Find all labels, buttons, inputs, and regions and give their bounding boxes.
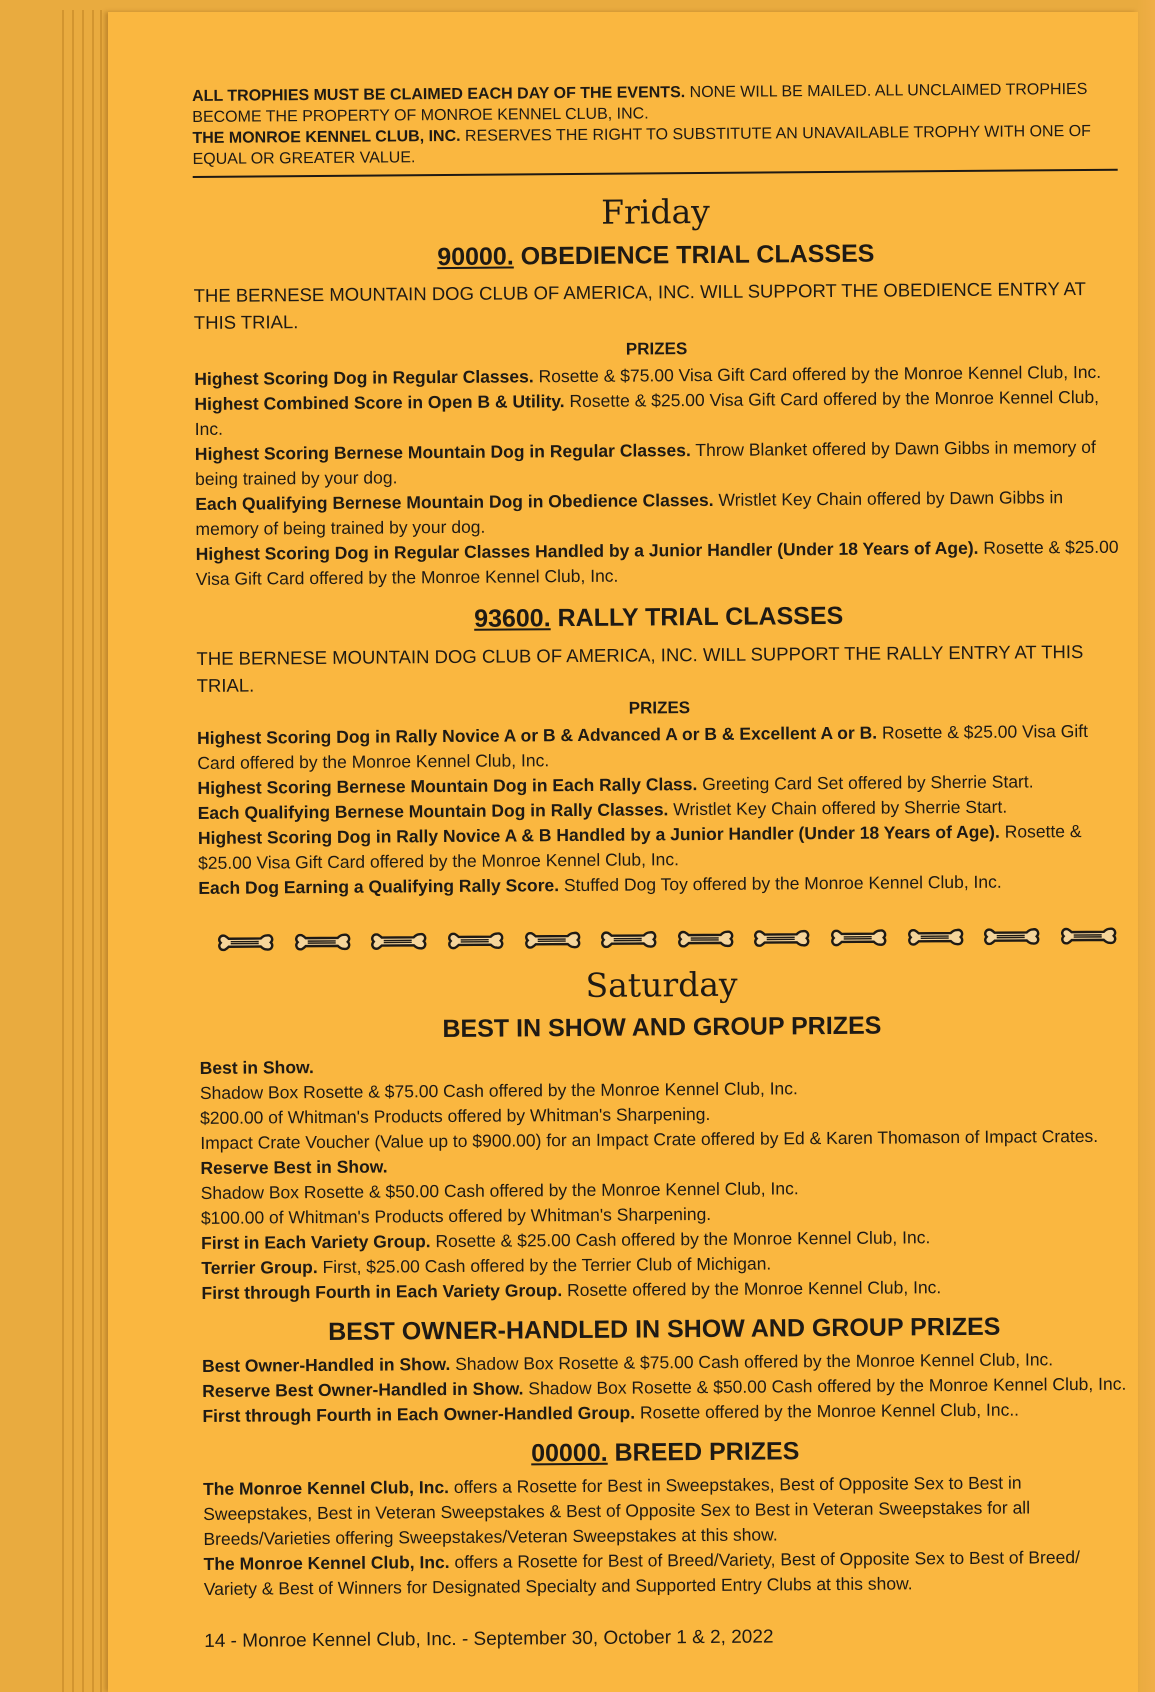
boh-prize-line-title: Best Owner-Handled in Show. [201, 1354, 451, 1377]
bis-prize-line-title: First through Fourth in Each Variety Group. [201, 1280, 563, 1304]
rally-title: RALLY TRIAL CLASSES [550, 602, 844, 633]
rally-prize-list [197, 719, 1123, 901]
rally-class-number: 93600. [474, 604, 551, 634]
rally-prize-detail: Greeting Card Set offered by Sherrie Start. [697, 771, 1034, 795]
bis-prize-line-detail: Shadow Box Rosette & $75.00 Cash offered by the Monroe Kennel Club, Inc. [199, 1078, 798, 1104]
dog-bone-icon [217, 931, 275, 955]
obedience-support-statement: THE BERNESE MOUNTAIN DOG CLUB OF AMERICA, INC. WILL SUPPORT THE OBEDIENCE ENTRY AT THIS TRIAL. [193, 278, 1086, 334]
rally-prize-title: Highest Scoring Dog in Rally Novice A & B Handled by a Junior Handler (Under 18 Years of Age). [197, 821, 1000, 849]
notice-line1-text: NONE WILL BE MAILED. ALL UNCLAIMED TROPHIES BECOME THE PROPERTY OF MONROE KENNEL CLUB, INC. [192, 80, 1088, 127]
bis-prize-list [200, 1049, 1127, 1306]
bis-prize-line-title: First in Each Variety Group. [201, 1231, 431, 1254]
page-content [192, 79, 1129, 1655]
obedience-prize-list [194, 360, 1121, 592]
obedience-prizes-label: PRIZES [625, 339, 688, 359]
bis-prize-line-detail: Shadow Box Rosette & $50.00 Cash offered by the Monroe Kennel Club, Inc. [200, 1178, 799, 1204]
trophy-notice [192, 79, 1118, 179]
boh-prize-line-title: Reserve Best Owner-Handled in Show. [202, 1378, 524, 1402]
obedience-prize [195, 435, 1120, 492]
page-edge [92, 10, 94, 1692]
notice-line1-bold: ALL TROPHIES MUST BE CLAIMED EACH DAY OF THE EVENTS. [192, 84, 686, 105]
bis-prize-line-detail: Rosette offered by the Monroe Kennel Club, Inc. [562, 1277, 942, 1301]
bis-prize-line-detail: Impact Crate Voucher (Value up to $900.00) for an Impact Crate offered by Ed & Karen Thomason of Impact Crates. [200, 1126, 1099, 1154]
breed-prize-line [203, 1470, 1129, 1552]
obedience-class-number: 90000. [437, 242, 514, 271]
rally-prize-detail: Rosette & $25.00 Visa Gift Card offered by the Monroe Kennel Club, Inc. [198, 821, 1082, 874]
dog-bone-icon [1059, 924, 1117, 948]
rally-prize [197, 719, 1122, 776]
page-edge [100, 10, 102, 1692]
dog-bone-icon [447, 929, 505, 953]
dog-bone-icon [983, 925, 1041, 949]
breed-heading [203, 1432, 1128, 1475]
obedience-prize-title: Highest Combined Score in Open B & Utility. [194, 391, 565, 415]
dog-bone-icon [293, 930, 351, 954]
rally-prize-detail: Stuffed Dog Toy offered by the Monroe Kennel Club, Inc. [559, 871, 1002, 896]
boh-prize-line-detail: Rosette offered by the Monroe Kennel Club, Inc.. [634, 1399, 1020, 1423]
rally-prize-detail: Wristlet Key Chain offered by Sherrie Start. [668, 796, 1008, 820]
breed-prize-list [203, 1470, 1129, 1602]
saturday-heading: Saturday [585, 964, 738, 1006]
obedience-prize-title: Highest Scoring Dog in Regular Classes. [194, 366, 534, 390]
binding-shade [1137, 0, 1155, 1692]
page-edge [82, 10, 84, 1692]
obedience-prize [194, 385, 1119, 442]
bis-prize-line-title: Reserve Best in Show. [200, 1156, 388, 1179]
bis-prize-line-title: Best in Show. [199, 1057, 314, 1079]
rally-prizes-label: PRIZES [628, 697, 691, 718]
dog-bone-icon [600, 928, 658, 952]
obedience-prize-detail: Throw Blanket offered by Dawn Gibbs in memory of being trained by your dog. [195, 437, 1096, 490]
breed-prize-line [204, 1545, 1129, 1602]
dog-bone-icon [830, 926, 888, 950]
notice-line2-bold: THE MONROE KENNEL CLUB, INC. [192, 128, 461, 148]
rally-heading [196, 597, 1121, 640]
dog-bone-icon [906, 925, 964, 949]
obedience-heading [193, 234, 1118, 277]
boh-prize-list [202, 1347, 1128, 1429]
bis-prize-line-detail: $200.00 of Whitman's Products offered by Whitman's Sharpening. [200, 1104, 711, 1129]
breed-class-number: 00000. [531, 1438, 608, 1468]
obedience-prize-title: Each Qualifying Bernese Mountain Dog in Obedience Classes. [195, 490, 714, 515]
breed-prize-line-title: The Monroe Kennel Club, Inc. [202, 1476, 450, 1499]
page-edge [72, 10, 74, 1692]
page-footer: 14 - Monroe Kennel Club, Inc. - September 30, October 1 & 2, 2022 [204, 1626, 774, 1652]
boh-prize-line-title: First through Fourth in Each Owner-Handled Group. [202, 1402, 636, 1427]
obedience-prize-detail: Wristlet Key Chain offered by Dawn Gibbs in memory of being trained by your dog. [195, 487, 1064, 540]
friday-heading: Friday [601, 192, 710, 233]
dog-bone-icon [676, 927, 734, 951]
bis-prize-line-title: Terrier Group. [201, 1257, 318, 1279]
boh-heading: BEST OWNER-HANDLED IN SHOW AND GROUP PRIZES [328, 1313, 1001, 1347]
obedience-prize-title: Highest Scoring Bernese Mountain Dog in Regular Classes. [194, 440, 691, 465]
dog-bone-icon [753, 926, 811, 950]
breed-prize-line-title: The Monroe Kennel Club, Inc. [203, 1551, 450, 1574]
breed-prize-line-detail: offers a Rosette for Best in Sweepstakes, Best of Opposite Sex to Best in Sweepstakes, Best in Veteran Sweepstakes & Best of Opposite Sex to Best in Veteran Sweepstakes for all Breeds/Varieties offering Sweepstakes/Veteran Sweepstakes at this show. [203, 1472, 1031, 1549]
bis-prize-line-detail: $100.00 of Whitman's Products offered by Whitman's Sharpening. [200, 1204, 712, 1229]
rally-prize [198, 819, 1123, 876]
obedience-prize [196, 535, 1121, 592]
breed-title: BREED PRIZES [607, 1437, 800, 1467]
rally-prize-title: Highest Scoring Bernese Mountain Dog in Each Rally Class. [197, 774, 698, 799]
dog-bone-icon [370, 929, 428, 953]
obedience-title: OBEDIENCE TRIAL CLASSES [513, 239, 875, 271]
rally-prize-title: Each Dog Earning a Qualifying Rally Score. [198, 875, 560, 899]
bis-heading: BEST IN SHOW AND GROUP PRIZES [442, 1012, 882, 1044]
obedience-prize-title: Highest Scoring Dog in Regular Classes Handled by a Junior Handler (Under 18 Years of Age). [195, 538, 979, 565]
rally-support-statement: THE BERNESE MOUNTAIN DOG CLUB OF AMERICA, INC. WILL SUPPORT THE RALLY ENTRY AT THIS TRIAL. [196, 641, 1084, 696]
notice-line2-text: RESERVES THE RIGHT TO SUBSTITUTE AN UNAVAILABLE TROPHY WITH ONE OF EQUAL OR GREATER VALUE. [192, 123, 1091, 169]
rally-prize-title: Each Qualifying Bernese Mountain Dog in Rally Classes. [197, 799, 669, 824]
obedience-prize-detail: Rosette & $75.00 Visa Gift Card offered by the Monroe Kennel Club, Inc. [533, 362, 1102, 387]
breed-prize-line-detail: offers a Rosette for Best of Breed/Variety, Best of Opposite Sex to Best of Breed/ Variety & Best of Winners for Designated Specialty and Supported Entry Clubs at this show. [203, 1546, 1080, 1599]
obedience-prize [195, 485, 1120, 542]
obedience-prize-detail: Rosette & $25.00 Visa Gift Card offered by the Monroe Kennel Club, Inc. [194, 387, 1100, 440]
boh-prize-line-detail: Shadow Box Rosette & $50.00 Cash offered by the Monroe Kennel Club, Inc. [523, 1373, 1127, 1399]
obedience-prize-detail: Rosette & $25.00 Visa Gift Card offered by the Monroe Kennel Club, Inc. [195, 537, 1119, 590]
rally-prize-title: Highest Scoring Dog in Rally Novice A or B & Advanced A or B & Excellent A or B. [197, 722, 878, 749]
dog-bone-icon [523, 928, 581, 952]
bone-divider [217, 924, 1118, 955]
bis-prize-line-detail: Rosette & $25.00 Cash offered by the Monroe Kennel Club, Inc. [430, 1227, 931, 1252]
boh-prize-line-detail: Shadow Box Rosette & $75.00 Cash offered by the Monroe Kennel Club, Inc. [450, 1349, 1054, 1375]
rally-prize-detail: Rosette & $25.00 Visa Gift Card offered by the Monroe Kennel Club, Inc. [197, 721, 1088, 774]
bis-prize-line-detail: First, $25.00 Cash offered by the Terrier Club of Michigan. [317, 1253, 772, 1278]
page-edge [62, 10, 64, 1692]
